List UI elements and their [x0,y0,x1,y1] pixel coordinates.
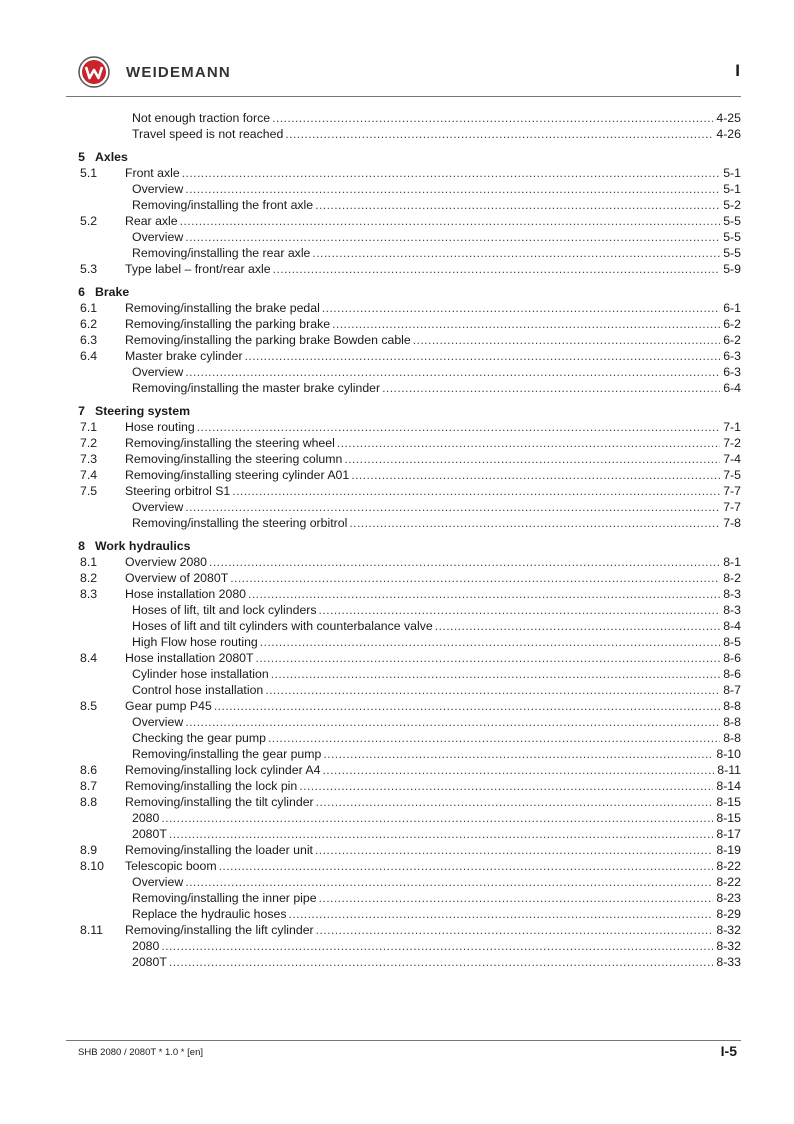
toc-entry[interactable] [66,435,741,451]
toc-leader-dots [185,874,713,890]
toc-page-number: 8-14 [713,778,741,794]
toc-page-number: 6-2 [720,316,741,332]
toc-number: 7 [78,404,85,418]
toc-title: Removing/installing steering cylinder A01 [125,468,350,482]
toc-page-number: 8-8 [720,698,741,714]
toc-entry[interactable] [66,515,741,531]
toc-number: 8 [78,539,85,553]
toc-page-number: 8-17 [713,826,741,842]
toc-entry[interactable] [66,698,741,714]
toc-title: High Flow hose routing [132,635,258,649]
toc-title: Removing/installing the gear pump [132,747,322,761]
toc-leader-dots [312,245,720,261]
toc-entry[interactable] [66,954,741,970]
toc-leader-dots [323,746,713,762]
toc-title: Removing/installing the loader unit [125,843,313,857]
toc-number: 5.1 [80,166,98,180]
toc-title: Removing/installing the tilt cylinder [125,795,314,809]
toc-number: 8.2 [80,571,98,585]
toc-page-number: 6-1 [720,300,741,316]
toc-leader-dots [315,197,720,213]
toc-leader-dots [161,938,713,954]
toc-entry[interactable] [66,300,741,316]
toc-page-number: 8-22 [713,874,741,890]
toc-page-number: 8-3 [720,602,741,618]
toc-page-number: 8-5 [720,634,741,650]
toc-page-number: 7-8 [720,515,741,531]
toc-number: 7.5 [80,484,98,498]
toc-page-number: 8-8 [720,714,741,730]
toc-title: Overview [132,875,184,889]
toc-number: 7.1 [80,420,98,434]
toc-entry[interactable] [66,938,741,954]
toc-title: 2080 [132,811,160,825]
toc-leader-dots [169,954,714,970]
toc-entry[interactable] [66,126,741,142]
toc-page-number: 8-29 [713,906,741,922]
toc-leader-dots [182,165,721,181]
toc-entry[interactable] [66,570,741,586]
brand-name: WEIDEMANN [126,64,231,81]
toc-leader-dots [351,467,720,483]
toc-entry[interactable] [66,380,741,396]
toc-page-number: 8-10 [713,746,741,762]
toc-number: 6.1 [80,301,98,315]
toc-page-number: 8-3 [720,586,741,602]
toc-title: Removing/installing the parking brake [125,317,331,331]
toc-leader-dots [185,181,720,197]
toc-number: 8.6 [80,763,98,777]
toc-title: Master brake cylinder [125,349,243,363]
toc-number: 8.5 [80,699,98,713]
toc-leader-dots [332,316,720,332]
toc-page-number: 8-23 [713,890,741,906]
toc-number: 8.4 [80,651,98,665]
toc-leader-dots [260,634,720,650]
toc-leader-dots [319,602,721,618]
toc-title: Overview [132,365,184,379]
toc-entry[interactable] [66,730,741,746]
toc-page-number: 5-1 [720,181,741,197]
toc-title: Cylinder hose installation [132,667,269,681]
toc-entry[interactable] [66,794,741,810]
toc-leader-dots [319,890,714,906]
toc-page-number: 8-32 [713,922,741,938]
toc-entry[interactable] [66,762,741,778]
toc-entry[interactable] [66,229,741,245]
toc-entry[interactable] [66,714,741,730]
toc-leader-dots [285,126,713,142]
toc-entry[interactable] [66,261,741,277]
toc-leader-dots [169,826,714,842]
toc-title: Steering system [95,404,191,418]
toc-number: 8.11 [80,923,104,937]
header-divider [66,96,741,97]
toc-number: 8.3 [80,587,98,601]
toc-leader-dots [248,586,720,602]
toc-title: 2080 [132,939,160,953]
toc-chapter[interactable] [66,284,741,300]
toc-leader-dots [337,435,720,451]
toc-page-number: 5-5 [720,245,741,261]
document-id: SHB 2080 / 2080T * 1.0 * [en] [78,1047,203,1058]
toc-entry[interactable] [66,213,741,229]
toc-entry[interactable] [66,586,741,602]
toc-number: 7.2 [80,436,98,450]
toc-entry[interactable] [66,634,741,650]
toc-entry[interactable] [66,778,741,794]
toc-page-number: 5-1 [720,165,741,181]
toc-title: Hose routing [125,420,195,434]
toc-number: 8.10 [80,859,104,873]
toc-entry[interactable] [66,110,741,126]
toc-entry[interactable] [66,682,741,698]
toc-title: Brake [95,285,130,299]
toc-title: 2080T [132,955,167,969]
toc-page-number: 7-1 [720,419,741,435]
toc-page-number: 6-3 [720,364,741,380]
toc-entry[interactable] [66,316,741,332]
toc-entry[interactable] [66,348,741,364]
toc-title: Hose installation 2080T [125,651,254,665]
toc-leader-dots [299,778,713,794]
toc-entry[interactable] [66,483,741,499]
toc-page-number: 8-22 [713,858,741,874]
toc-leader-dots [232,483,720,499]
toc-leader-dots [322,762,714,778]
toc-page-number: 8-33 [713,954,741,970]
toc-page-number: 4-26 [713,126,741,142]
toc-leader-dots [230,570,720,586]
toc-title: Overview [132,182,184,196]
toc-page-number: 7-7 [720,499,741,515]
toc-leader-dots [382,380,720,396]
toc-number: 6 [78,285,85,299]
toc-leader-dots [273,261,721,277]
toc-entry[interactable] [66,332,741,348]
toc-leader-dots [271,666,721,682]
toc-title: Removing/installing the parking brake Bowden cable [125,333,411,347]
toc-page-number: 8-15 [713,810,741,826]
weidemann-logo-icon [78,56,110,88]
toc-title: Overview of 2080T [125,571,229,585]
toc-entry[interactable] [66,650,741,666]
toc-page-number: 8-7 [720,682,741,698]
toc-title: Not enough traction force [132,111,271,125]
toc-number: 7.3 [80,452,98,466]
toc-page-number: 7-2 [720,435,741,451]
toc-entry[interactable] [66,467,741,483]
toc-page-number: 8-15 [713,794,741,810]
toc-leader-dots [185,229,720,245]
toc-title: 2080T [132,827,167,841]
toc-page-number: 7-7 [720,483,741,499]
toc-entry[interactable] [66,810,741,826]
page-number: I-5 [720,1043,737,1059]
toc-leader-dots [209,554,720,570]
toc-page-number: 6-2 [720,332,741,348]
toc-title: Rear axle [125,214,178,228]
toc-leader-dots [245,348,721,364]
toc-page-number: 8-8 [720,730,741,746]
toc-title: Control hose installation [132,683,264,697]
toc-title: Overview [132,230,184,244]
toc-page-number: 5-5 [720,229,741,245]
toc-entry[interactable] [66,858,741,874]
toc-title: Overview [132,715,184,729]
toc-chapter[interactable] [66,403,741,419]
toc-page-number: 5-9 [720,261,741,277]
toc-leader-dots [349,515,720,531]
toc-page-number: 8-1 [720,554,741,570]
toc-entry[interactable] [66,451,741,467]
toc-leader-dots [185,499,720,515]
toc-entry[interactable] [66,602,741,618]
toc-entry[interactable] [66,554,741,570]
toc-entry[interactable] [66,618,741,634]
toc-title: Hoses of lift and tilt cylinders with counterbalance valve [132,619,433,633]
toc-leader-dots [315,842,713,858]
toc-page-number: 4-25 [713,110,741,126]
toc-title: Removing/installing the brake pedal [125,301,320,315]
toc-entry[interactable] [66,197,741,213]
toc-page-number: 8-6 [720,650,741,666]
section-mark: I [735,61,740,80]
toc-leader-dots [214,698,720,714]
toc-leader-dots [197,419,720,435]
toc-title: Replace the hydraulic hoses [132,907,287,921]
page-header [78,56,740,88]
toc-number: 5.2 [80,214,98,228]
toc-title: Removing/installing the steering wheel [125,436,335,450]
toc-number: 7.4 [80,468,98,482]
toc-title: Gear pump P45 [125,699,212,713]
toc-entry[interactable] [66,666,741,682]
toc-leader-dots [185,364,720,380]
toc-page-number: 8-2 [720,570,741,586]
toc-number: 5.3 [80,262,98,276]
toc-leader-dots [185,714,720,730]
toc-page-number: 6-4 [720,380,741,396]
toc-entry[interactable] [66,499,741,515]
toc-title: Removing/installing the front axle [132,198,314,212]
toc-chapter[interactable] [66,149,741,165]
toc-title: Work hydraulics [95,539,191,553]
toc-entry[interactable] [66,906,741,922]
toc-chapter[interactable] [66,538,741,554]
toc-entry[interactable] [66,842,741,858]
toc-number: 5 [78,150,85,164]
toc-title: Hose installation 2080 [125,587,246,601]
toc-entry[interactable] [66,419,741,435]
toc-leader-dots [265,682,720,698]
toc-title: Removing/installing the rear axle [132,246,311,260]
toc-number: 8.1 [80,555,98,569]
toc-entry[interactable] [66,826,741,842]
toc-leader-dots [344,451,720,467]
toc-leader-dots [435,618,720,634]
toc-leader-dots [289,906,714,922]
toc-entry[interactable] [66,364,741,380]
toc-title: Removing/installing lock cylinder A4 [125,763,321,777]
toc-page-number: 7-5 [720,467,741,483]
toc-number: 6.3 [80,333,98,347]
toc-title: Overview [132,500,184,514]
toc-title: Steering orbitrol S1 [125,484,231,498]
toc-leader-dots [316,922,714,938]
toc-leader-dots [256,650,721,666]
toc-title: Checking the gear pump [132,731,266,745]
toc-title: Removing/installing the inner pipe [132,891,317,905]
toc-page-number: 8-11 [714,762,741,778]
toc-page-number: 7-4 [720,451,741,467]
toc-title: Type label – front/rear axle [125,262,271,276]
toc-entry[interactable] [66,874,741,890]
toc-title: Removing/installing the lock pin [125,779,298,793]
toc-page-number: 5-2 [720,197,741,213]
toc-entry[interactable] [66,746,741,762]
toc-entry[interactable] [66,181,741,197]
toc-page-number: 6-3 [720,348,741,364]
toc-page-number: 8-6 [720,666,741,682]
toc-number: 8.9 [80,843,98,857]
toc-title: Overview 2080 [125,555,208,569]
toc-title: Hoses of lift, tilt and lock cylinders [132,603,317,617]
toc-page-number: 5-5 [720,213,741,229]
toc-entry[interactable] [66,165,741,181]
toc-title: Removing/installing the lift cylinder [125,923,314,937]
toc-leader-dots [316,794,714,810]
toc-page-number: 8-4 [720,618,741,634]
toc-title: Removing/installing the steering column [125,452,343,466]
toc-leader-dots [219,858,714,874]
toc-leader-dots [413,332,720,348]
toc-leader-dots [268,730,720,746]
toc-entry[interactable] [66,890,741,906]
toc-title: Removing/installing the master brake cylinder [132,381,381,395]
toc-page-number: 8-32 [713,938,741,954]
toc-title: Axles [95,150,128,164]
toc-title: Removing/installing the steering orbitrol [132,516,348,530]
table-of-contents [66,110,741,970]
toc-leader-dots [322,300,720,316]
toc-title: Travel speed is not reached [132,127,284,141]
toc-entry[interactable] [66,245,741,261]
toc-leader-dots [180,213,721,229]
toc-entry[interactable] [66,922,741,938]
toc-title: Telescopic boom [125,859,217,873]
toc-number: 6.4 [80,349,98,363]
footer-divider [66,1040,741,1041]
toc-page-number: 8-19 [713,842,741,858]
toc-number: 8.7 [80,779,98,793]
toc-leader-dots [272,110,713,126]
toc-title: Front axle [125,166,180,180]
toc-leader-dots [161,810,713,826]
toc-number: 8.8 [80,795,98,809]
toc-number: 6.2 [80,317,98,331]
